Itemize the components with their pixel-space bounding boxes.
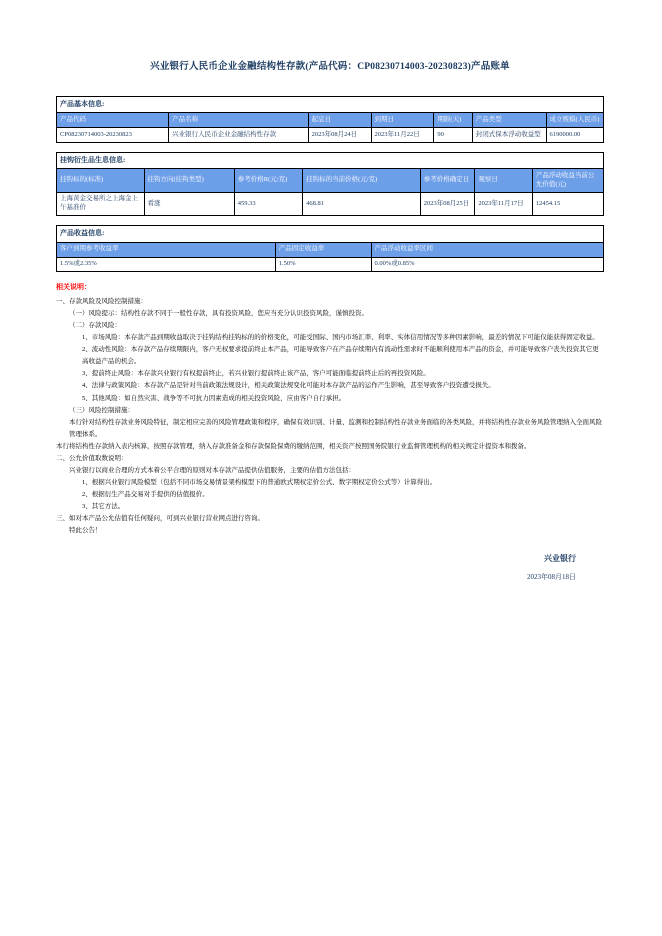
note-line: （一）风险提示：结构性存款不同于一般性存款，具有投资风险，您应当充分认识投资风险，谨慎投资。 — [69, 310, 368, 318]
table-section-row — [57, 152, 604, 168]
note-line: 2、根据衍生产品交易对手提供的估值报价。 — [82, 490, 209, 498]
header-cell: 观察日 — [475, 169, 532, 193]
section-title: 挂钩衍生品生息信息: — [57, 152, 604, 168]
note-line: 本行针对结构性存款业务风险特征，制定相应完善的风险管理政策和程序，确保有效识别、计量、监测和控制结构性存款业务面临的各类风险，并将结构性存款业务风险管理纳入全面风险管理体系。 — [69, 418, 602, 438]
header-cell: 参考价格R(元/克) — [234, 169, 302, 193]
header-cell: 参考价格确定日 — [420, 169, 475, 193]
data-cell-product-name: 兴业银行人民币企业金融结构性存款 — [169, 128, 309, 143]
note-line: 2、流动性风险：本存款产品存续期限内，客户无权要求提前终止本产品，可能导致客户在产品存续期内有流动性需求时不能顺利使用本产品的资金，并可能导致客户丧失投资其它更高收益产品的机会。 — [82, 346, 599, 366]
note-line: 兴业银行以商业合理的方式本着公平合理的原则对本存款产品提供估值服务，主要的估值方法包括： — [69, 466, 355, 474]
data-cell-product-type: 封闭式保本浮动收益型 — [472, 128, 546, 143]
data-cell-customer-yield: 1.5%或2.35% — [57, 257, 276, 272]
table-header-row — [57, 113, 604, 128]
footer-bank-name: 兴业银行 — [544, 553, 576, 563]
data-cell-term-days: 90 — [434, 128, 472, 143]
table-header-row — [57, 169, 604, 193]
note-line: 二、公允价值取数说明： — [56, 454, 128, 462]
note-line: 一、存款风险及风险控制措施： — [56, 298, 147, 306]
header-cell: 挂钩方向(挂钩类型) — [144, 169, 234, 193]
header-cell: 产品类型 — [472, 113, 546, 128]
footer-date: 2023年08月18日 — [527, 572, 576, 581]
header-cell: 到期日 — [371, 113, 434, 128]
document-footer — [56, 553, 604, 582]
header-cell: 期限(天) — [434, 113, 472, 128]
note-line: （三）风险控制措施： — [69, 406, 134, 414]
derivative-info-table — [56, 152, 604, 217]
note-line: 特此公告！ — [69, 526, 102, 534]
notes-title: 相关说明： — [56, 283, 91, 292]
note-line: 1、市场风险：本存款产品到期收益取决于挂钩结构挂钩标的的价格变化，可能受国际、国内市场汇率、利率、实体信用情况等多种因素影响，最差的情况下可能仅能获得固定收益。 — [82, 334, 599, 342]
note-line: （二）存款风险： — [69, 322, 121, 330]
header-cell: 产品代码 — [57, 113, 169, 128]
data-cell-reference-price: 459.33 — [234, 192, 302, 216]
data-cell-fixed-yield: 1.50% — [275, 257, 371, 272]
header-cell: 产品浮动收益当前公允价值(元) — [532, 169, 603, 193]
note-line: 3、提前终止风险：本存款兴业银行有权提前终止，若兴业银行提前终止该产品，客户可能面临提前终止后的再投资风险。 — [82, 370, 430, 378]
section-title: 产品收益信息: — [57, 226, 604, 242]
header-cell: 起息日 — [308, 113, 371, 128]
header-cell: 挂钩标的当前价格(元/克) — [303, 169, 421, 193]
header-cell: 客户到期参考收益率 — [57, 242, 276, 257]
note-line: 三、如对本产品公允估值有任何疑问，可到兴业银行营业网点进行咨询。 — [56, 514, 264, 522]
header-cell: 产品固定收益率 — [275, 242, 371, 257]
data-cell-reference-date: 2023年08月25日 — [420, 192, 475, 216]
note-line: 5、其他风险：如自然灾害、战争等不可抗力因素造成的相关投资风险，应由客户自行承担。 — [82, 394, 346, 402]
data-cell-observe-date: 2023年11月17日 — [475, 192, 532, 216]
table-section-row — [57, 226, 604, 242]
notes-section — [56, 281, 604, 536]
note-line: 3、其它方法。 — [82, 502, 125, 510]
header-cell: 挂钩标的(标准) — [57, 169, 145, 193]
page-title: 兴业银行人民币企业金融结构性存款(产品代码：CP08230714003-20230823)产品账单 — [150, 62, 510, 72]
data-cell-current-price: 468.81 — [303, 192, 421, 216]
data-cell-underlying: 上海黄金交易所之上海金上午基准价 — [57, 192, 145, 216]
data-cell-product-code: CP08230714003-20230823 — [57, 128, 169, 143]
table-header-row — [57, 242, 604, 257]
data-cell-start-date: 2023年08月24日 — [308, 128, 371, 143]
note-line: 4、法律与政策风险：本存款产品是针对当前政策法规设计，相关政策法规变化可能对本存款产品的运作产生影响，甚至导致客户投资遭受损失。 — [82, 382, 495, 390]
data-cell-direction: 看涨 — [144, 192, 234, 216]
section-title: 产品基本信息: — [57, 97, 604, 113]
data-cell-floating-range: 0.00%或0.85% — [371, 257, 603, 272]
note-line: 本行将结构性存款纳入表内核算，按照存款管理，纳入存款准备金和存款保险保费的缴纳范围，相关资产按照国务院银行业监督管理机构的相关规定计提资本和拨备。 — [56, 442, 531, 450]
table-data-row — [57, 192, 604, 216]
data-cell-maturity-date: 2023年11月22日 — [371, 128, 434, 143]
table-section-row — [57, 97, 604, 113]
basic-info-table — [56, 96, 604, 143]
data-cell-fair-value: 12454.15 — [532, 192, 603, 216]
header-cell: 成立规模(人民币) — [546, 113, 603, 128]
data-cell-scale: 6190000.00 — [546, 128, 603, 143]
table-data-row — [57, 128, 604, 143]
table-data-row — [57, 257, 604, 272]
header-cell: 产品浮动收益率区间 — [371, 242, 603, 257]
note-line: 1、根据兴业银行风险模型（包括不同市场交易情景架构模型下的普通欧式期权定价公式、数字期权定价公式等）计算得出。 — [82, 478, 437, 486]
income-info-table — [56, 225, 604, 272]
header-cell: 产品名称 — [169, 113, 309, 128]
